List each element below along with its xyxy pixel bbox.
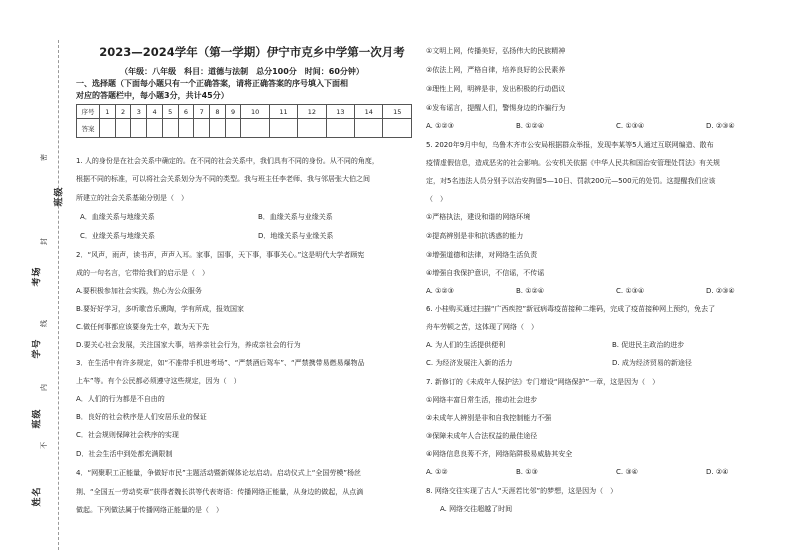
statement: ②依法上网，严格自律，培养良好的公民素养 [426,66,566,74]
number-cell: 5 [162,105,178,119]
question-text: 根据不同的标准，可以将社会关系划分为不同的类型。我与班主任李老师、我与邻居张大伯之间 [76,175,370,183]
option-d[interactable]: D. ②③④ [706,287,735,295]
option-a[interactable]: A. ①② [426,468,448,476]
answer-cell[interactable] [298,119,326,138]
answer-cell[interactable] [178,119,194,138]
number-cell: 14 [355,105,383,119]
question-text: 疫情虚假信息，造成恶劣的社会影响。公安机关依据《中华人民共和国治安管理处罚法》有关规 [426,159,720,167]
question-text: （ ） [426,195,447,203]
option-c[interactable]: C. ①③④ [616,122,645,130]
number-cell: 10 [241,105,269,119]
answer-cell[interactable] [194,119,210,138]
statement: ④网络信息良莠不齐，网络陷阱极易威胁其安全 [426,450,573,458]
binding-label-student-no: 学号 [32,338,43,359]
answer-cell[interactable] [210,119,226,138]
question-text: 3．在生活中有许多规定，如“不准带手机进考场”、“严禁酒后驾车”、“严禁携带易燃易爆物品 [76,359,365,367]
statement: ②未成年人辨别是非和自我控制能力不强 [426,414,552,422]
question-text: 5. 2020年9月中旬，乌鲁木齐市公安局根据群众举报，发现李某等5人通过互联网编造、散布 [426,141,714,149]
answer-cell[interactable] [147,119,163,138]
row-header: 序号 [77,105,100,119]
binding-dashed-line [58,40,59,550]
binding-label-exam-room: 考场 [32,266,43,287]
answer-cell[interactable] [162,119,178,138]
statement: ③增强道德和法律，对网络生活负责 [426,251,538,259]
statement: ④发布谣言，提醒人们，警惕身边的诈骗行为 [426,104,566,112]
question-text: 成的一句名言，它带给我们的启示是（ ） [76,269,209,277]
statement: ②提高辨别是非和抗诱惑的能力 [426,232,524,240]
binding-label-class-2: 班级 [32,408,43,429]
option-b[interactable]: B．血缘关系与业缘关系 [258,213,333,221]
number-cell: 8 [210,105,226,119]
answer-cell[interactable] [355,119,383,138]
option-d[interactable]: D．社会生活中到处都充满限制 [76,450,173,458]
option-a[interactable]: A. ①②③ [426,122,454,130]
question-text: 4．“网聚职工正能量，争做好市民”主题活动暨新媒体论坛启动。启动仪式上“全国劳模”杨丝 [76,469,361,477]
option-c[interactable]: C. ③④ [616,468,638,476]
seal-char: 线 [40,319,48,327]
statement: ①网络丰富日常生活，推动社会进步 [426,396,538,404]
question-text: 所建立的社会关系基础分别是（ ） [76,194,188,202]
statement: ①文明上网，传播美好，弘扬伟大的民族精神 [426,47,566,55]
instruction-line: 一、选择题（下面每小题只有一个正确答案，请将正确答案的序号填入下面相 [76,79,348,88]
statement: ③保障未成年人合法权益的最佳途径 [426,432,538,440]
question-text: 8. 网络交往实现了古人“天涯若比邻”的梦想，这是因为（ ） [426,487,618,495]
number-cell: 2 [115,105,131,119]
option-b[interactable]: B. ①②④ [516,287,545,295]
number-cell: 3 [131,105,147,119]
answer-cell[interactable] [115,119,131,138]
option-d[interactable]: D.要关心社会发展，关注国家大事，培养亲社会行为，养成亲社会的行为 [76,341,301,349]
statement: ④增强自我保护意识，不信谣，不传谣 [426,269,545,277]
number-cell: 7 [194,105,210,119]
option-a[interactable]: A．人们的行为都是不自由的 [76,395,165,403]
answer-cell[interactable] [225,119,241,138]
option-a[interactable]: A．血缘关系与地缘关系 [80,213,155,221]
option-b[interactable]: B. ①③ [516,468,538,476]
option-c[interactable]: C.做任何事都应该要身先士卒，敢为天下先 [76,323,210,331]
option-b[interactable]: B. ①②④ [516,122,545,130]
question-text: 荆、“全国五一劳动奖章”获得者魏长洪等代表寄语：传播网络正能量，从身边的做起，从点滴 [76,488,364,496]
instruction-line: 对应的答题栏中，每小题3分，共计45分） [76,91,229,100]
answer-table-number-row [77,105,412,119]
option-b[interactable]: B.要好好学习，多听歌音乐熏陶，学有所成，报效国家 [76,305,245,313]
option-c[interactable]: C. ①③④ [616,287,645,295]
number-cell: 1 [100,105,116,119]
answer-table [76,104,412,138]
question-text: 1. 人的身份是在社会关系中确定的。在不同的社会关系中，我们具有不同的身份。从不同的角度， [76,157,379,165]
seal-char: 密 [40,153,48,161]
exam-meta: （年级：八年级 科目：道德与法制 总分100分 时间：60分钟） [120,67,364,76]
number-cell: 11 [269,105,297,119]
seal-char: 封 [40,237,48,245]
answer-cell[interactable] [269,119,297,138]
option-d[interactable]: D. ②④ [706,468,729,476]
binding-label-class: 班级 [54,186,65,207]
seal-char: 不 [40,441,48,449]
question-text: 上车”等。有个公民都必须遵守这些规定，因为（ ） [76,377,241,385]
option-c[interactable]: C. 为经济发展注入新的活力 [426,359,513,367]
binding-margin [0,0,64,560]
option-a[interactable]: A.要积极参加社会实践，热心为公众服务 [76,287,202,295]
row-header: 答案 [77,119,100,138]
question-text: 定，对5名违法人员分别予以治安拘留5—10日、罚款200元—500元的处罚。这提醒我们应该 [426,177,716,185]
answer-cell[interactable] [100,119,116,138]
number-cell: 13 [326,105,354,119]
section-instruction [76,78,412,102]
question-text: 6. 小桂购买通过扫描“广西疾控”新冠病毒疫苗接种二维码，完成了疫苗接种网上预约，免去了 [426,305,716,313]
number-cell: 12 [298,105,326,119]
option-d[interactable]: D．地缘关系与业缘关系 [258,232,334,240]
statement: ③理性上网，明辨是非，发出积极的行动倡议 [426,85,566,93]
binding-label-name: 姓名 [32,486,43,507]
seal-char: 内 [40,383,48,391]
option-c[interactable]: C．社会规则保障社会秩序的实现 [76,431,179,439]
option-b[interactable]: B. 促进民主政治的进步 [612,341,685,349]
option-a[interactable]: A. 网络交往超越了时间 [440,505,513,513]
option-d[interactable]: D. 成为经济贸易的新途径 [612,359,692,367]
exam-title: 2023—2024学年（第一学期）伊宁市克乡中学第一次月考 [99,45,405,59]
answer-cell[interactable] [326,119,354,138]
question-text: 2．“风声，雨声，读书声，声声入耳。家事，国事，天下事，事事关心。”这是明代大学者顾宪 [76,251,365,259]
number-cell: 6 [178,105,194,119]
answer-cell[interactable] [241,119,269,138]
question-text: 做起。下列做法属于传播网络正能量的是（ ） [76,506,223,514]
option-d[interactable]: D. ②③④ [706,122,735,130]
answer-cell[interactable] [383,119,412,138]
number-cell: 4 [147,105,163,119]
option-a[interactable]: A. ①②③ [426,287,454,295]
number-cell: 15 [383,105,412,119]
option-b[interactable]: B．良好的社会秩序是人们安居乐业的保证 [76,413,207,421]
option-c[interactable]: C．业缘关系与地缘关系 [80,232,155,240]
number-cell: 9 [225,105,241,119]
option-a[interactable]: A. 为人们的生活提供便利 [426,341,506,349]
answer-cell[interactable] [131,119,147,138]
question-text: 舟车劳顿之苦，这体现了网络（ ） [426,323,538,331]
answer-table-answer-row [77,119,412,138]
question-text: 7. 新修订的《未成年人保护法》专门增设“网络保护”一章，这是因为（ ） [426,378,660,386]
statement: ①严格执法，建设和谐的网络环境 [426,213,531,221]
